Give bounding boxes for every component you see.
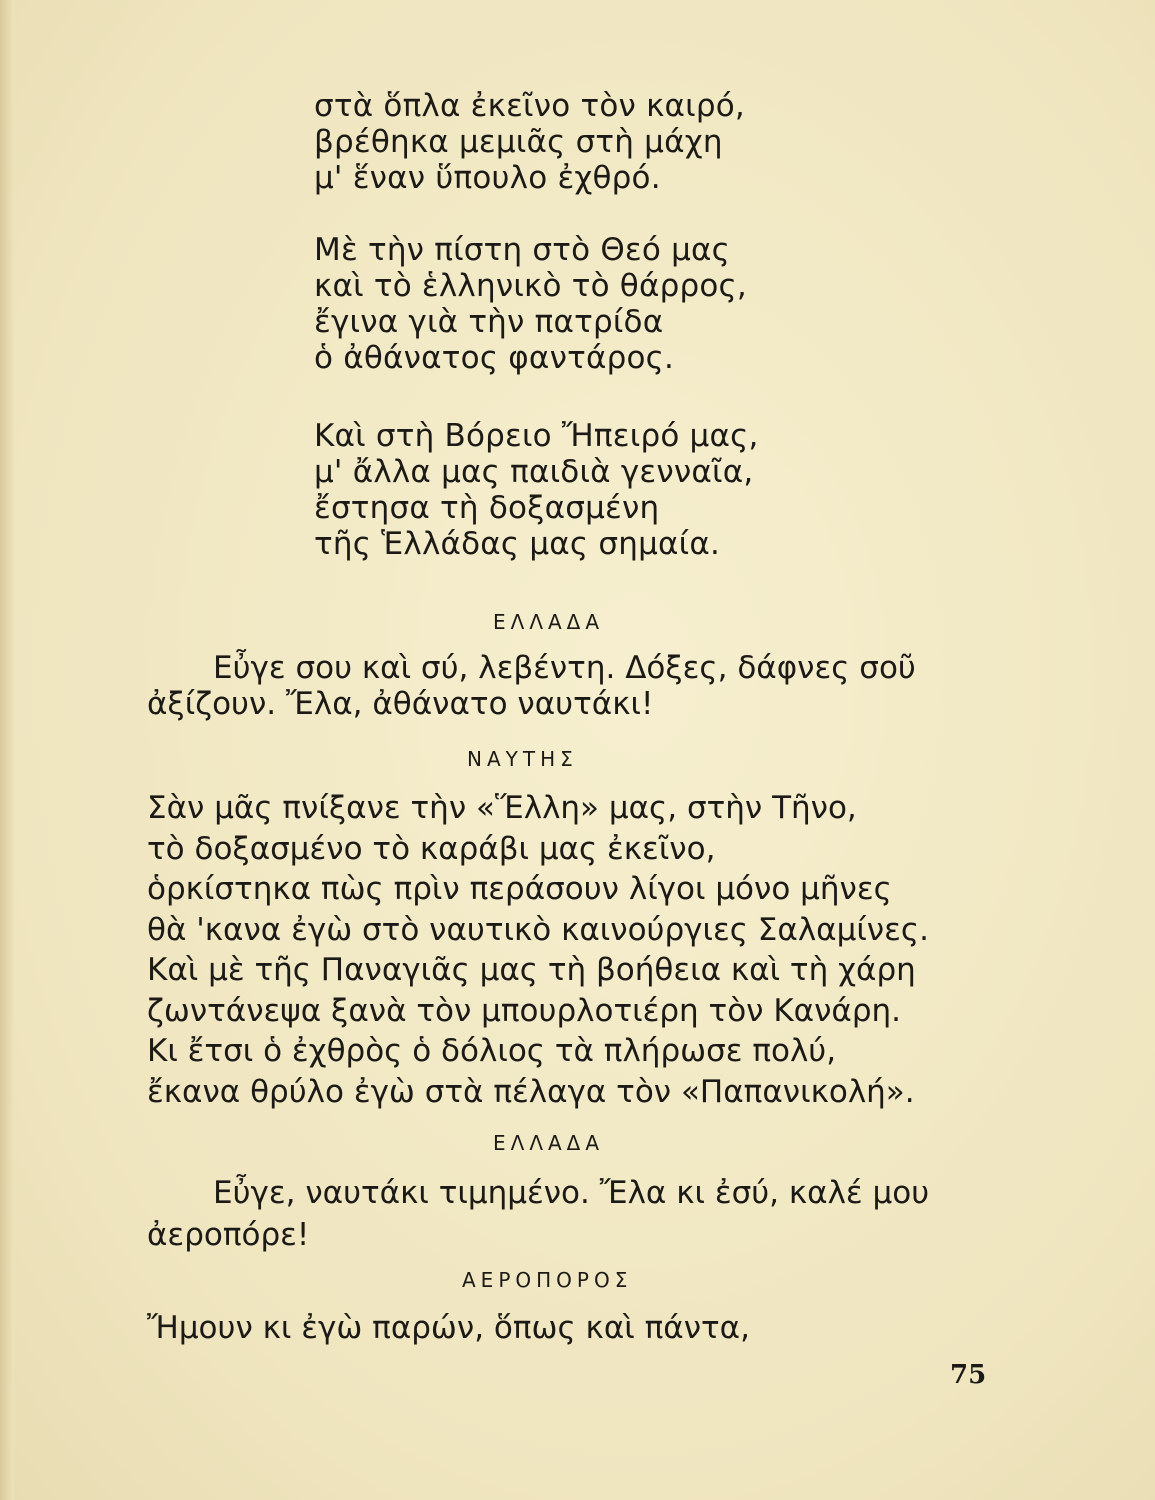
speaker-heading: ΕΛΛΑΔΑ [493, 610, 605, 634]
speech-line: Εὖγε σου καὶ σύ, λεβέντη. Δόξες, δάφνες σοῦ [213, 650, 916, 686]
speech-line: ἔκανα θρύλο ἐγὼ στὰ πέλαγα τὸν «Παπανικολή». [147, 1073, 915, 1110]
verse-line: ἔγινα γιὰ τὴν πατρίδα [314, 304, 664, 340]
speech-block-3 [147, 1172, 929, 1256]
speech-line: Σὰν μᾶς πνίξανε τὴν «Ἕλλη» μας, στὴν Τῆνο, [147, 790, 857, 826]
speaker-heading: ΝΑΥΤΗΣ [467, 747, 578, 771]
verse-line: βρέθηκα μεμιᾶς στὴ μάχη [314, 124, 723, 160]
stanza-1 [314, 88, 745, 196]
verse-line: ἔστησα τὴ δοξασμένη [314, 490, 660, 526]
stanza-2 [314, 232, 747, 376]
speech-line: ἀεροπόρε! [147, 1217, 310, 1253]
speech-line: Κι ἔτσι ὁ ἐχθρὸς ὁ δόλιος τὰ πλήρωσε πολύ, [147, 1033, 837, 1069]
speech-block-4 [147, 1310, 750, 1346]
verse-line: καὶ τὸ ἑλληνικὸ τὸ θάρρος, [314, 268, 747, 304]
speaker-heading: ΕΛΛΑΔΑ [493, 1131, 605, 1155]
verse-line: στὰ ὅπλα ἐκεῖνο τὸν καιρό, [314, 88, 745, 124]
page-number: 75 [950, 1360, 987, 1390]
verse-line: τῆς Ἑλλάδας μας σημαία. [314, 526, 721, 562]
stanza-3 [314, 418, 759, 562]
verse-line: μ' ἄλλα μας παιδιὰ γενναῖα, [314, 454, 754, 490]
speech-line: τὸ δοξασμένο τὸ καράβι μας ἐκεῖνο, [147, 830, 716, 867]
speech-line: ζωντάνεψα ξανὰ τὸν μπουρλοτιέρη τὸν Κανάρη. [147, 992, 902, 1029]
verse-line: ὁ ἀθάνατος φαντάρος. [314, 340, 675, 376]
speech-line: ἀξίζουν. Ἔλα, ἀθάνατο ναυτάκι! [147, 686, 654, 722]
verse-line: Καὶ στὴ Βόρειο Ἤπειρό μας, [314, 418, 759, 454]
speech-line: θὰ 'κανα ἐγὼ στὸ ναυτικὸ καινούργιες Σαλαμίνες. [147, 911, 929, 948]
speech-line: Εὖγε, ναυτάκι τιμημένο. Ἔλα κι ἐσύ, καλέ μου [213, 1175, 930, 1211]
speech-line: Καὶ μὲ τῆς Παναγιᾶς μας τὴ βοήθεια καὶ τὴ χάρη [147, 952, 916, 988]
speech-block-2 [147, 788, 929, 1112]
speaker-heading: ΑΕΡΟΠΟΡΟΣ [462, 1268, 633, 1292]
verse-line: Μὲ τὴν πίστη στὸ Θεό μας [314, 232, 731, 268]
page-spine-edge [0, 0, 14, 1500]
speech-line: Ἤμουν κι ἐγὼ παρών, ὅπως καὶ πάντα, [147, 1310, 750, 1346]
speech-block-1 [147, 650, 916, 722]
speech-line: ὁρκίστηκα πὼς πρὶν περάσουν λίγοι μόνο μῆνες [147, 871, 892, 907]
verse-line: μ' ἕναν ὕπουλο ἐχθρό. [314, 160, 661, 196]
